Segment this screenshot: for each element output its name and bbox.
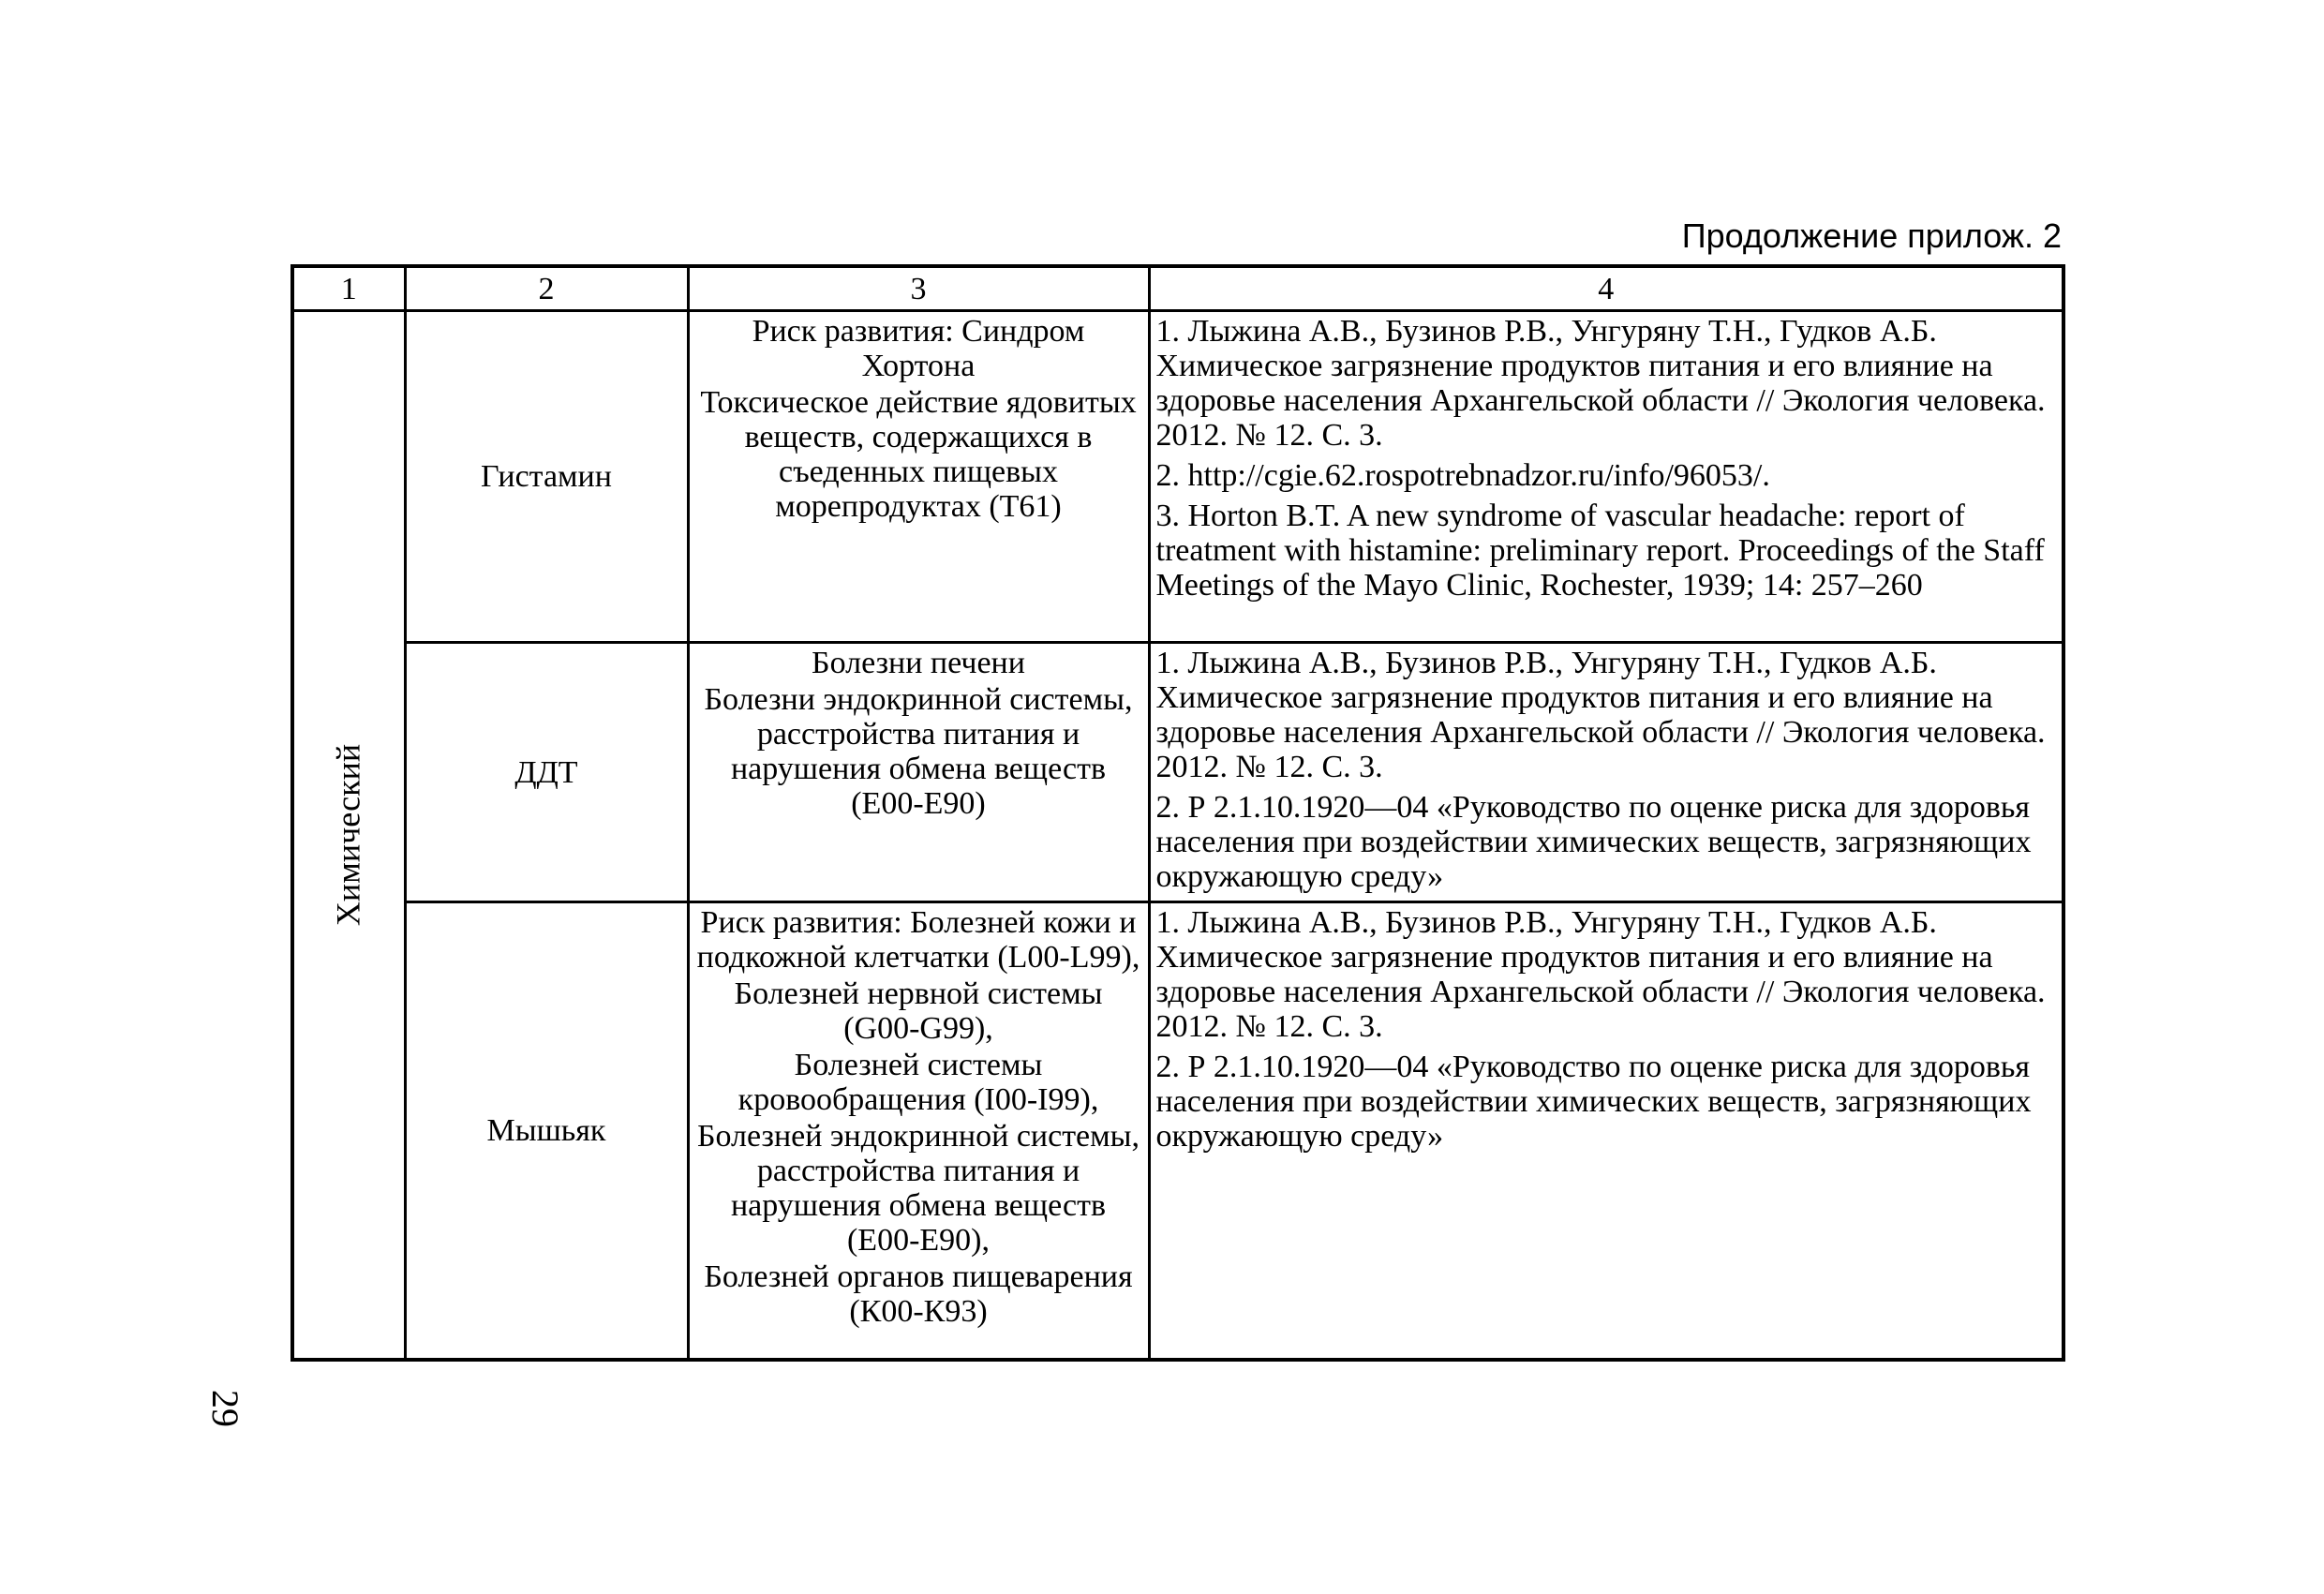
table-row (292, 311, 2063, 643)
continuation-label: Продолжение прилож. 2 (1681, 216, 2062, 255)
substance-cell: ДДТ (405, 643, 688, 902)
reference-item: 1. Лыжина А.В., Бузинов Р.В., Унгуряну Т.Н., Гудков А.Б. Химическое загрязнение продуктов питания и его влияние на здоровье населения Архангельской области // Экология человека. 2012. № 12. С. 3. (1155, 905, 2046, 1044)
risk-cell (688, 902, 1149, 1360)
column-header-1: 1 (292, 266, 405, 311)
substance-cell: Мышьяк (405, 902, 688, 1360)
table-row (292, 643, 2063, 902)
reference-item: 2. Р 2.1.10.1920—04 «Руководство по оценке риска для здоровья населения при воздействии химических веществ, загрязняющих окружающую среду» (1155, 1050, 2032, 1154)
references-cell (1149, 902, 2063, 1360)
risk-line: Болезни эндокринной системы, расстройства питания и нарушения обмена веществ (Е00-Е90) (704, 682, 1133, 821)
column-header-3: 3 (688, 266, 1149, 311)
risk-cell (688, 311, 1149, 643)
risk-line: Риск развития: Болезней кожи и подкожной клетчатки (L00-L99), (696, 905, 1140, 975)
risk-line: Болезней органов пищеварения (К00-К93) (704, 1259, 1133, 1329)
header-row (292, 266, 2063, 311)
references-cell (1149, 311, 2063, 643)
risk-line: Болезни печени (812, 646, 1025, 680)
risk-line: Болезней нервной системы (G00-G99), (734, 976, 1103, 1046)
reference-item: 2. Р 2.1.10.1920—04 «Руководство по оценке риска для здоровья населения при воздействии химических веществ, загрязняющих окружающую среду» (1155, 790, 2032, 894)
risk-cell (688, 643, 1149, 902)
category-label: Химический (329, 743, 367, 926)
risk-line: Болезней системы кровообращения (I00-I99), (737, 1048, 1099, 1117)
substance-cell: Гистамин (405, 311, 688, 643)
reference-item: 3. Horton B.T. A new syndrome of vascular headache: report of treatment with histamine: preliminary report. Proceedings of the Staff Meetings of the Mayo Clinic, Rochester, 1939; 14: 257–260 (1155, 499, 2045, 603)
column-header-2: 2 (405, 266, 688, 311)
risk-line: Болезней эндокринной системы, расстройства питания и нарушения обмена веществ (Е00-Е90), (696, 1119, 1140, 1258)
page-number: 29 (204, 1390, 246, 1427)
risk-line: Токсическое действие ядовитых веществ, содержащихся в съеденных пищевых морепродуктах (Т61) (700, 385, 1137, 524)
data-table (290, 264, 2065, 1362)
reference-item: 1. Лыжина А.В., Бузинов Р.В., Унгуряну Т.Н., Гудков А.Б. Химическое загрязнение продуктов питания и его влияние на здоровье населения Архангельской области // Экология человека. 2012. № 12. С. 3. (1155, 646, 2046, 784)
category-cell (292, 311, 405, 1360)
references-cell (1149, 643, 2063, 902)
risk-line: Риск развития: Синдром Хортона (752, 314, 1085, 383)
reference-item: 2. http://cgie.62.rospotrebnadzor.ru/info/96053/. (1155, 458, 1770, 493)
table-row (292, 902, 2063, 1360)
column-header-4: 4 (1149, 266, 2063, 311)
reference-item: 1. Лыжина А.В., Бузинов Р.В., Унгуряну Т.Н., Гудков А.Б. Химическое загрязнение продуктов питания и его влияние на здоровье населения Архангельской области // Экология человека. 2012. № 12. С. 3. (1155, 314, 2046, 453)
